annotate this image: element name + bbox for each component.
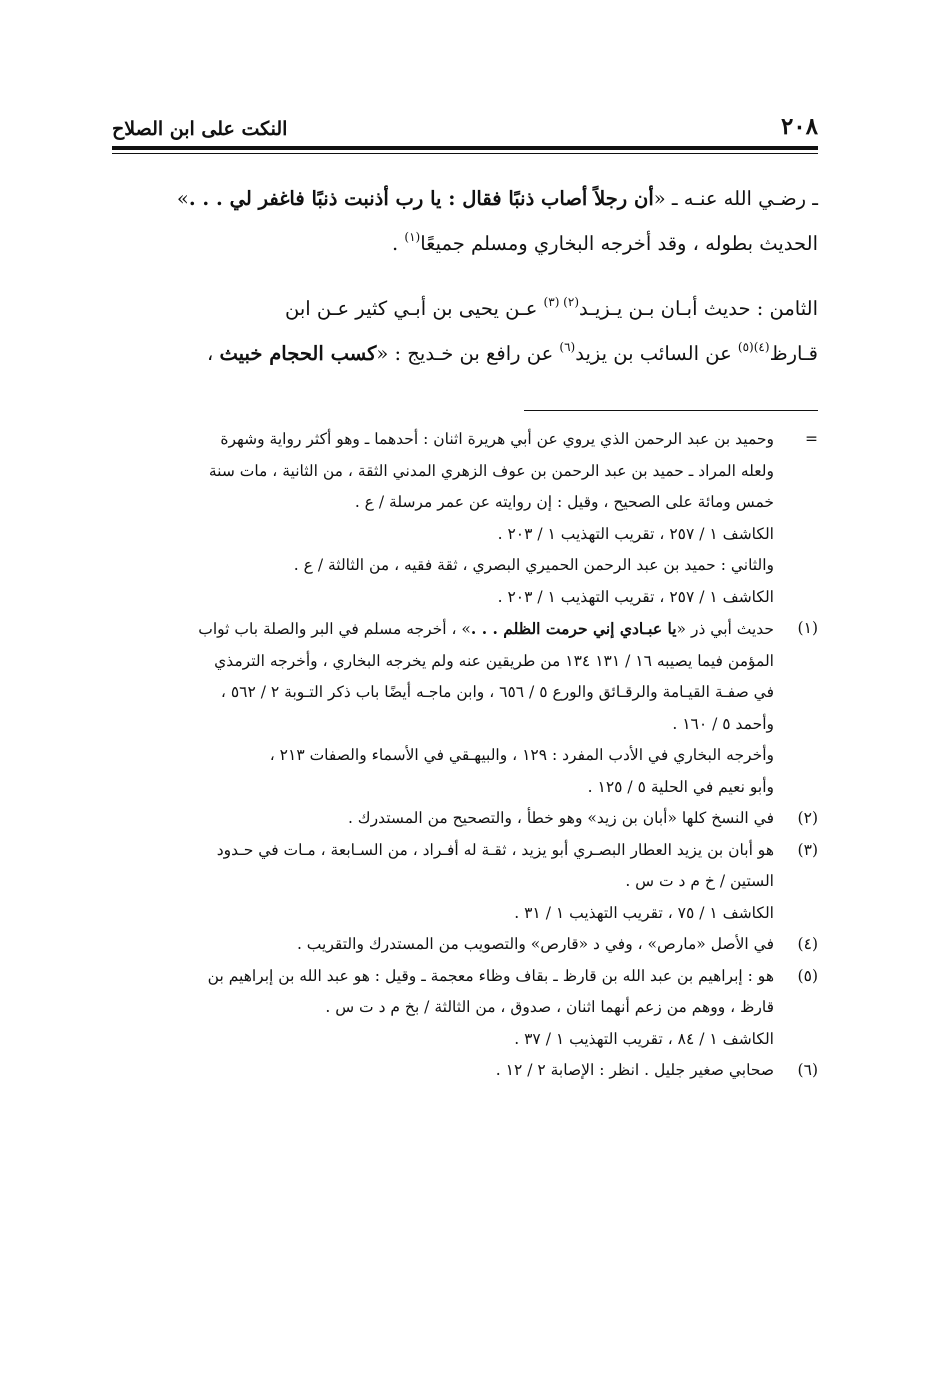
text-run: حديث أبي ذر « bbox=[676, 620, 774, 638]
footnote-body bbox=[112, 961, 774, 1056]
text-run: قـارظ bbox=[769, 342, 818, 365]
footnote-ref: (١) bbox=[404, 230, 421, 244]
footnote-line: وأبو نعيم في الحلية ٥ / ١٢٥ . bbox=[587, 777, 774, 796]
hadith-quote: أن رجلاً أصاب ذنبًا فقال : يا رب أذنبت ذنبًا فاغفر لي . . . bbox=[188, 187, 654, 210]
header-rule-thin bbox=[112, 153, 818, 154]
footnote-5 bbox=[112, 961, 818, 1056]
text-run: » bbox=[176, 187, 189, 210]
footnote-line: المؤمن فيما يصيبه ١٦ / ١٣١ ١٣٤ من طريقين عنه ولم يخرجه البخاري ، وأخرجه الترمذي bbox=[214, 651, 774, 670]
running-header bbox=[112, 112, 818, 140]
footnote-line: قارظ ، ووهم من زعم أنهما اثنان ، صدوق ، من الثالثة / بخ م د ت س . bbox=[325, 998, 774, 1016]
paragraph-line bbox=[112, 286, 818, 331]
text-run: عن السائب بن يزيد bbox=[575, 342, 738, 365]
paragraph-line bbox=[112, 331, 818, 376]
hadith-quote: كسب الحجام خبيث bbox=[219, 342, 377, 365]
footnotes bbox=[112, 424, 818, 1087]
footnote-number: (٦) bbox=[797, 1061, 818, 1079]
footnote-3 bbox=[112, 835, 818, 930]
footnote-line: هو : إبراهيم بن عبد الله بن قارظ ـ بقاف وظاء معجمة ـ وقيل : هو عبد الله بن إبراهيم بن bbox=[207, 966, 774, 985]
footnote-number: (٣) bbox=[797, 840, 818, 859]
main-text bbox=[112, 176, 818, 376]
footnote-line: وأخرجه البخاري في الأدب المفرد : ١٢٩ ، والبيهـقي في الأسماء والصفات ٢١٣ ، bbox=[269, 746, 774, 764]
footnote-separator bbox=[524, 410, 818, 411]
header-rule-thick bbox=[112, 146, 818, 150]
footnote-continued-marker: = bbox=[805, 430, 818, 448]
footnote-line: الستين / خ م د ت س . bbox=[625, 872, 774, 890]
footnote-number: (١) bbox=[797, 619, 818, 637]
footnote-body bbox=[112, 803, 774, 835]
footnote-line: خمس ومائة على الصحيح ، وقيل : إن روايته عن عمر مرسلة / ع . bbox=[354, 493, 774, 511]
footnote-body bbox=[112, 424, 774, 613]
paragraph-line bbox=[112, 176, 818, 221]
footnote-line: الكاشف ١ / ٧٥ ، تقريب التهذيب ١ / ٣١ . bbox=[514, 903, 774, 922]
footnote-line: هو أبان بن يزيد العطار البصـري أبو يزيد ، ثقـة له أفـراد ، من السـابعة ، مـات في حـدود bbox=[216, 840, 774, 859]
footnote-body bbox=[112, 1055, 774, 1087]
footnote-number: (٤) bbox=[797, 935, 818, 953]
footnote-continued bbox=[112, 424, 818, 613]
footnote-line bbox=[112, 613, 774, 646]
paragraph-line bbox=[112, 221, 818, 266]
footnote-line: في صفـة القيـامة والرقـائق والورع ٥ / ٦٥٦ ، وابن ماجـه أيضًا باب ذكر التـوبة ٢ / ٥٦٢ ، bbox=[220, 683, 774, 701]
footnote-line: الكاشف ١ / ٢٥٧ ، تقريب التهذيب ١ / ٢٠٣ . bbox=[497, 587, 774, 606]
footnote-4 bbox=[112, 929, 818, 961]
page-number: ٢٠٨ bbox=[780, 113, 818, 140]
text-run: الحديث بطوله ، وقد أخرجه البخاري ومسلم جميعًا bbox=[420, 232, 818, 255]
footnote-body bbox=[112, 929, 774, 961]
footnote-line: في النسخ كلها «أبان بن زيد» وهو خطأ ، والتصحيح من المستدرك . bbox=[347, 809, 774, 827]
footnote-line: الكاشف ١ / ٨٤ ، تقريب التهذيب ١ / ٣٧ . bbox=[514, 1029, 774, 1048]
footnote-1 bbox=[112, 613, 818, 803]
footnote-line: والثاني : حميد بن عبد الرحمن الحميري البصري ، ثقة فقيه ، من الثالثة / ع . bbox=[293, 556, 774, 574]
text-run: ـ رضـي الله عنـه ـ « bbox=[653, 187, 818, 210]
footnote-number: (٥) bbox=[797, 966, 818, 985]
footnote-ref: (٤)(٥) bbox=[737, 340, 770, 354]
text-run: الثامن : حديث أبـان بـن يـزيـد bbox=[579, 297, 818, 320]
text-run: . bbox=[392, 232, 405, 255]
footnote-2 bbox=[112, 803, 818, 835]
footnote-ref: (٦) bbox=[559, 340, 576, 354]
footnote-line: وحميد بن عبد الرحمن الذي يروي عن أبي هريرة اثنان : أحدهما ـ وهو أكثر رواية وشهرة bbox=[220, 430, 774, 448]
footnote-line: صحابي صغير جليل . انظر : الإصابة ٢ / ١٢ . bbox=[495, 1061, 774, 1079]
footnote-number: (٢) bbox=[797, 809, 818, 827]
footnote-ref: (٢) (٣) bbox=[543, 295, 580, 309]
text-run: عـن يحيى بن أبـي كثير عـن ابن bbox=[285, 297, 544, 320]
footnote-6 bbox=[112, 1055, 818, 1087]
text-run: » ، أخرجه مسلم في البر والصلة باب ثواب bbox=[198, 620, 471, 638]
text-run: عن رافع بن خـديج : « bbox=[376, 342, 560, 365]
footnote-line: ولعله المراد ـ حميد بن عبد الرحمن بن عوف الزهري المدني الثقة ، من الثانية ، مات سنة bbox=[208, 461, 774, 480]
text-run: ، bbox=[206, 342, 220, 365]
footnote-line: وأحمد ٥ / ١٦٠ . bbox=[672, 714, 774, 733]
running-title: النكت على ابن الصلاح bbox=[112, 118, 288, 140]
hadith-quote: يا عبـادي إني حرمت الظلم . . . bbox=[470, 619, 677, 638]
footnote-body bbox=[112, 835, 774, 930]
footnote-line: الكاشف ١ / ٢٥٧ ، تقريب التهذيب ١ / ٢٠٣ . bbox=[497, 524, 774, 543]
footnote-line: في الأصل «مارص» ، وفي د «قارص» والتصويب من المستدرك والتقريب . bbox=[296, 935, 774, 953]
footnote-body bbox=[112, 613, 774, 803]
